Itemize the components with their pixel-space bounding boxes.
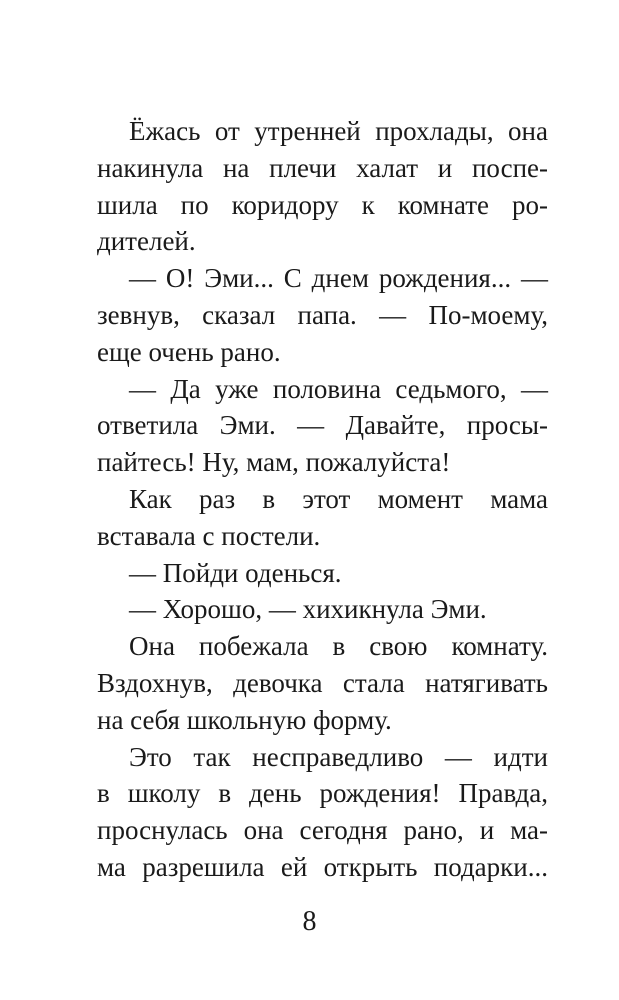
text-line: — Хорошо, — хихикнула Эми. [129,594,487,625]
text-line: в школу в день рождения! Правда, [97,778,548,809]
text-line: ответила Эми. — Давайте, просы- [97,410,548,441]
text-line: пайтесь! Ну, мам, пожалуйста! [97,447,451,478]
text-line: Как раз в этот момент мама [129,483,548,514]
text-line: — Да уже половина седьмого, — [129,373,548,404]
text-line: зевнув, сказал папа. — По-моему, [97,299,548,330]
text-line: накинула на плечи халат и поспе- [97,152,548,183]
page-number: 8 [302,906,317,937]
text-line: на себя школьную форму. [97,704,392,735]
text-line: дителей. [97,226,196,257]
text-line: ма разрешила ей открыть подарки... [97,851,548,882]
text-line: шила по коридору к комнате ро- [97,189,548,220]
text-line: вставала с постели. [97,520,321,551]
text-line: Она побежала в свою комнату. [129,631,548,662]
text-line: еще очень рано. [97,336,281,367]
text-line: Вздохнув, девочка стала натягивать [97,667,548,698]
body-text [97,113,548,886]
text-line: — Пойди оденься. [129,557,342,588]
text-line: проснулась она сегодня рано, и ма- [97,815,548,846]
text-line: Ёжась от утренней прохлады, она [129,116,548,146]
text-line: Это так несправедливо — идти [129,741,548,772]
text-line: — О! Эми... С днем рождения... — [129,263,548,294]
